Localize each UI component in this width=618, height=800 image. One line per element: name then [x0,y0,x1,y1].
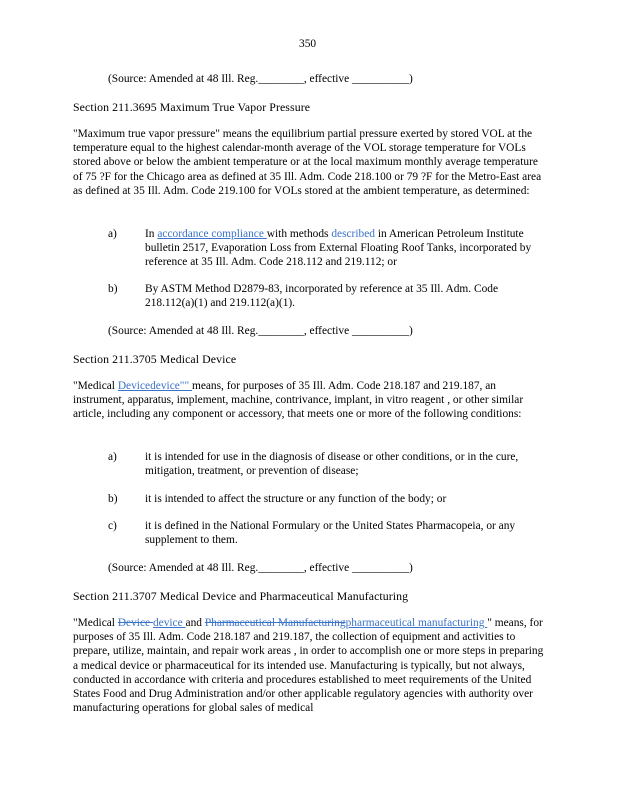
section-heading-3707: Section 211.3707 Medical Device and Pharmaceutical Manufacturing [73,589,409,603]
inserted-text: accordance compliance [157,228,267,240]
inserted-text: described [331,228,378,240]
source-note: (Source: Amended at 48 Ill. Reg.________, effective __________) [108,73,413,85]
section-body-3705: "Medical Devicedevice"" means, for purposes of 35 Ill. Adm. Code 218.187 and 219.187, an instrument, apparatus, implement, machine, contrivance, implant, in vitro reagent , or other similar article, including any component or accessory, that meets one or more of the following conditions: [73,380,524,421]
source-note: (Source: Amended at 48 Ill. Reg.________, effective __________) [108,562,413,574]
list-item-label: a) [108,451,117,463]
list-item-text: it is defined in the National Formulary or the United States Pharmacopeia, or any supplement to them. [145,520,516,547]
list-item-label: b) [108,493,118,505]
list-item-label: a) [108,228,117,240]
deleted-text: Device [117,617,153,629]
list-item-text: it is intended for use in the diagnosis of disease or other conditions, or in the cure, mitigation, treatment, or prevention of disease; [145,451,519,478]
source-note: (Source: Amended at 48 Ill. Reg.________, effective __________) [108,325,413,337]
list-item-label: c) [108,520,117,532]
inserted-text: device [152,617,186,629]
section-heading-3705: Section 211.3705 Medical Device [73,352,237,366]
list-item-text: By ASTM Method D2879-83, incorporated by reference at 35 Ill. Adm. Code 218.112(a)(1) and 219.112(a)(1). [145,283,499,310]
list-item-text: In accordance compliance with methods described in American Petroleum Institute bulletin 2517, Evaporation Loss from External Floating Roof Tanks, incorporated by reference at 35 Ill. Adm. Code 218.112 and 219.112; or [145,228,532,269]
section-heading-3695: Section 211.3695 Maximum True Vapor Pressure [73,100,311,114]
page-number: 350 [299,38,317,50]
deleted-text: Pharmaceutical Manufacturing [204,617,346,629]
section-body-3707: "Medical Device device and Pharmaceutical Manufacturingpharmaceutical manufacturing " means, for purposes of 35 Ill. Adm. Code 218.187 and 219.187, the collection of equipment and activities to prepare, utilize, maintain, and repair work areas , in order to accomplish one or more steps in preparing a medical device or pharmaceutical for its intended use. Manufacturing is typically, but not always, conducted in accordance with criteria and procedures established to meet requirements of the United States Food and Drug Administration and/or other applicable regulatory agencies with authority over manufacturing operations for global sales of medical [73,617,544,715]
list-item-label: b) [108,283,118,295]
inserted-text: pharmaceutical manufacturing [345,617,488,629]
section-body-3695: "Maximum true vapor pressure" means the equilibrium partial pressure exerted by stored VOL at the temperature equal to the highest calendar-month average of the VOL storage temperature for VOLs stored above or below the ambient temperature or at the local maximum monthly average temperature of 75 ?F for the Chicago area as defined at 35 Ill. Adm. Code 218.100 or 79 ?F for the Metro-East area as defined at 35 Ill. Adm. Code 219.100 for VOLs stored at the ambient temperature, as determined: [73,128,542,197]
inserted-text: Devicedevice"" [117,380,192,392]
list-item-text: it is intended to affect the structure or any function of the body; or [145,493,447,505]
